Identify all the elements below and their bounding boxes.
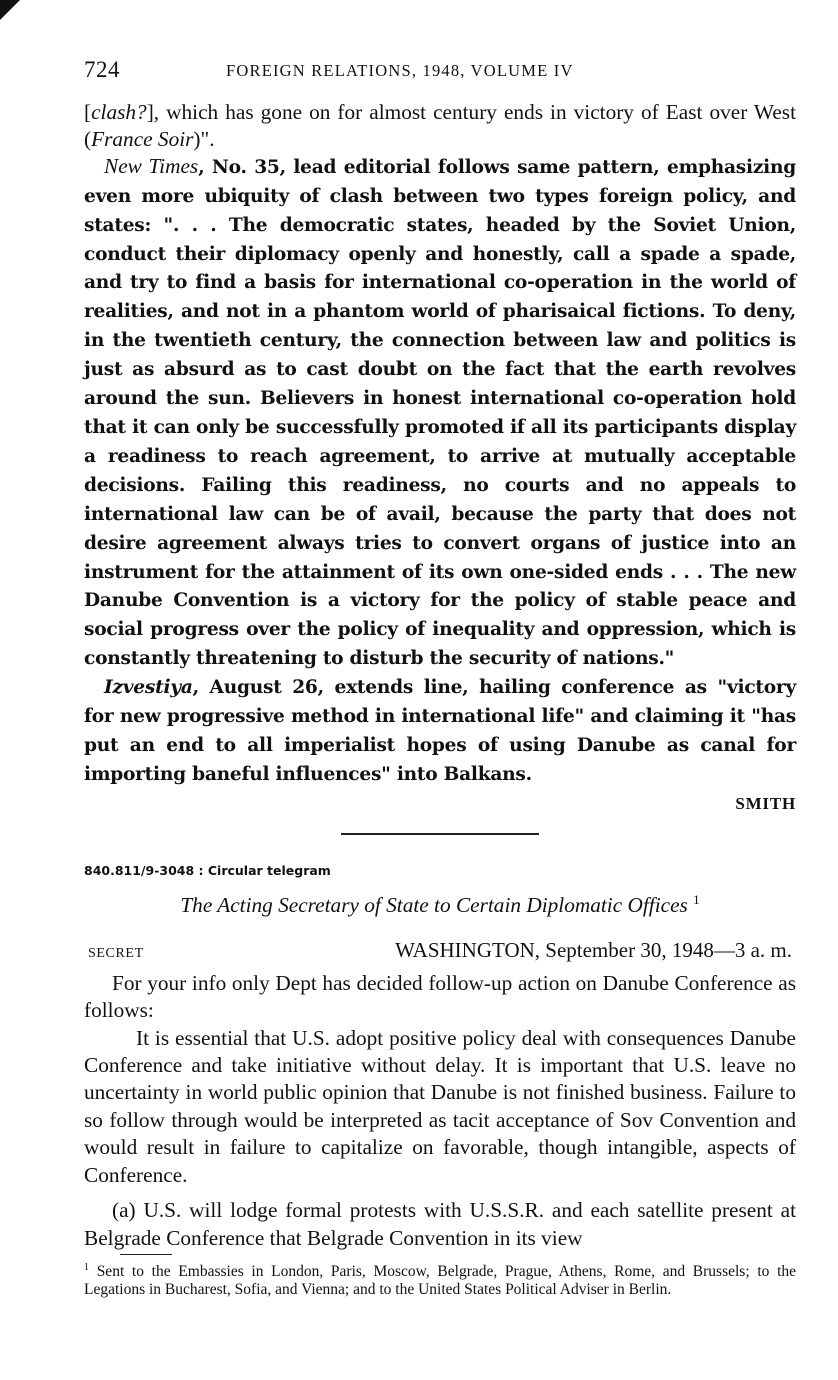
item-label: (a) (112, 1198, 136, 1223)
footnote-rule (120, 1254, 172, 1255)
footnote: $^1$ Sent to the Embassies in London, Paris, Moscow, Belgrade, Prague, Athens, Rome, and Brussels; to the Legations in Bucharest, Sofia, and Vienna; and to the United States Political Adviser in Berlin. (84, 1261, 796, 1299)
paragraph-new-times: New Times, No. 35, lead editorial follows same pattern, emphasizing even more ubiquity of clash between two types foreign policy, and states: ". . . The democratic states, headed by the Soviet Union, conduct their diplomacy openly and honestly, call a spade a spade, and try to find a basis for international co-operation in the world of realities, and not in a phantom world of pharisaical fictions. To deny, in the twentieth century, the connection between law and politics is just as absurd as to cast doubt on the fact that the earth revolves around the sun. Believers in honest international co-operation hold that it can only be successfully promoted if all its participants display a readiness to reach agreement, to arrive at mutually acceptable decisions. Failing this readiness, no courts and no appeals to international law can be of avail, because the party that does not desire agreement always tries to convert organs of justice into an instrument for the attainment of its own one-sided ends . . . The new Danube Convention is a victory for the policy of stable peace and social progress over the policy of inequality and oppression, which is constantly threatening to disturb the security of nations." (84, 153, 796, 670)
telegram-policy: It is essential that U.S. adopt positive policy deal with consequences Danube Conference and take initiative without delay. It is important that U.S. leave no uncertainty in world public opinion that Danube is not finished business. Failure to so follow through would be interpreted as tacit acceptance of Sov Convention and would result in failure to capitalize on favorable, though intangible, aspects of Conference. (84, 1025, 796, 1187)
document-title: The Acting Secretary of State to Certain Diplomatic Offices $^1$ (180, 891, 700, 917)
signature: SMITH (735, 793, 796, 813)
paragraph-izvestiya: Izvestiya, August 26, extends line, hailing conference as "victory for new progressive method in international life" and claiming it "has put an end to all imperialist hopes of using Danube as canal for importing baneful influences" into Balkans. (84, 677, 796, 785)
document-page (84, 55, 796, 1299)
continued-report (84, 99, 796, 819)
telegram-intro: For your info only Dept has decided follow-up action on Danube Conference as follows: (84, 970, 796, 1023)
footnote-marker: 1 (693, 891, 700, 907)
telegram-item-a: (a) U.S. will lodge formal protests with U.S.S.R. and each satellite present at Belgrade Conference that Belgrade Convention in its view (84, 1198, 796, 1250)
telegram-body (84, 970, 796, 1252)
classification: SECRET (88, 945, 144, 961)
section-divider (341, 833, 539, 835)
dateline (84, 938, 796, 968)
scan-corner-mark (0, 0, 20, 20)
running-title: FOREIGN RELATIONS, 1948, VOLUME IV (226, 61, 574, 80)
file-reference: 840.811/9-3048 : Circular telegram (84, 862, 331, 878)
running-head (84, 55, 796, 87)
date-place: WASHINGTON, September 30, 1948—3 a. m. (395, 937, 792, 962)
page-number: 724 (84, 57, 120, 82)
paragraph-clash: [clash?], which has gone on for almost century ends in victory of East over West (France Soir)". (84, 100, 796, 151)
